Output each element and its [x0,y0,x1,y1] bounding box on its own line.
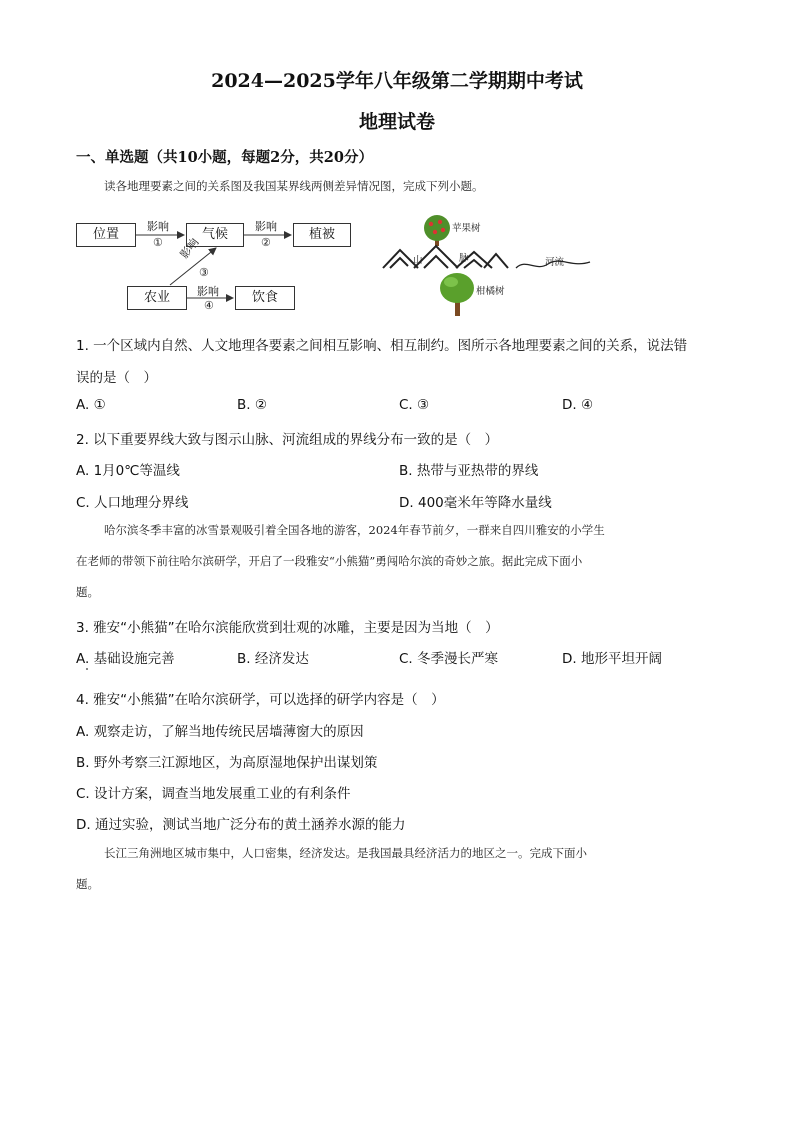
label-num-4: ④ [204,299,214,312]
question-3-option-c: C. 冬季漫长严寒 [399,651,499,667]
question-3-line-1: 3. 雅安“小熊猫”在哈尔滨能欣赏到壮观的冰雕，主要是因为当地（ ） [76,620,499,636]
mountain-icon [383,246,508,268]
label-influence-3: 影响 [177,235,202,262]
question-3-option-b: B. 经济发达 [237,651,309,667]
label-influence-2: 影响 [255,220,277,233]
label-apple-tree: 苹果树 [452,223,481,234]
apple-tree-icon [424,215,450,246]
question-4-option-b: B. 野外考察三江源地区，为高原湿地保护出谋划策 [76,755,378,771]
label-num-2: ② [261,236,271,249]
question-2-option-b: B. 热带与亚热带的界线 [399,463,539,479]
question-3-option-a: A. 基础设施完善 [76,651,175,667]
question-2-option-c: C. 人口地理分界线 [76,495,189,511]
exam-subtitle: 地理试卷 [358,111,435,133]
orange-tree-icon [440,273,474,316]
label-river: 河流 [545,257,565,268]
label-num-1: ① [153,236,163,249]
box-agriculture: 农业 [127,286,187,310]
question-1-line-2: 误的是（ ） [76,370,157,386]
question-4-option-a: A. 观察走访，了解当地传统民居墙薄窗大的原因 [76,724,364,740]
question-1-option-b: B. ② [237,397,267,413]
label-influence-4: 影响 [197,285,219,298]
question-2-option-d: D. 400毫米年等降水量线 [399,495,552,511]
question-4-option-d: D. 通过实验，测试当地广泛分布的黄土涵养水源的能力 [76,817,406,833]
exam-title: 2024—2025学年八年级第二学期期中考试 [211,70,583,92]
label-mountain-2: 脉 [459,253,469,264]
intro-text-3-line-1: 长江三角洲地区城市集中，人口密集，经济发达。是我国最具经济活力的地区之一。完成下面小 [104,846,587,860]
box-location: 位置 [76,223,136,247]
intro-text-3-line-2: 题。 [76,877,99,891]
stray-mark [86,668,88,670]
intro-text-2-line-1: 哈尔滨冬季丰富的冰雪景观吸引着全国各地的游客，2024年春节前夕，一群来自四川雅安的小学生 [104,523,605,537]
section-heading: 一、单选题（共10小题，每题2分，共20分） [76,149,373,166]
box-diet: 饮食 [235,286,295,310]
question-1-option-d: D. ④ [562,397,594,413]
question-4-line-1: 4. 雅安“小熊猫”在哈尔滨研学，可以选择的研学内容是（ ） [76,692,445,708]
question-2-line-1: 2. 以下重要界线大致与图示山脉、河流组成的界线分布一致的是（ ） [76,432,499,448]
question-2-option-a: A. 1月0℃等温线 [76,463,180,479]
box-climate: 气候 [186,223,244,247]
question-4-option-c: C. 设计方案，调查当地发展重工业的有利条件 [76,786,351,802]
question-1-option-c: C. ③ [399,397,430,413]
label-influence-1: 影响 [147,220,169,233]
question-1-option-a: A. ① [76,397,106,413]
question-3-option-d: D. 地形平坦开阔 [562,651,662,667]
label-orange-tree: 柑橘树 [476,286,505,297]
label-mountain-1: 山 [413,255,423,266]
intro-text-1: 读各地理要素之间的关系图及我国某界线两侧差异情况图，完成下列小题。 [104,179,484,193]
label-num-3: ③ [199,266,209,279]
intro-text-2-line-3: 题。 [76,585,99,599]
question-1-line-1: 1. 一个区域内自然、人文地理各要素之间相互影响、相互制约。图所示各地理要素之间的关系，说法错 [76,338,688,354]
mountain-river-sketch [378,210,598,325]
box-vegetation: 植被 [293,223,351,247]
intro-text-2-line-2: 在老师的带领下前往哈尔滨研学，开启了一段雅安“小熊猫”勇闯哈尔滨的奇妙之旅。据此完成下面小 [76,554,583,568]
